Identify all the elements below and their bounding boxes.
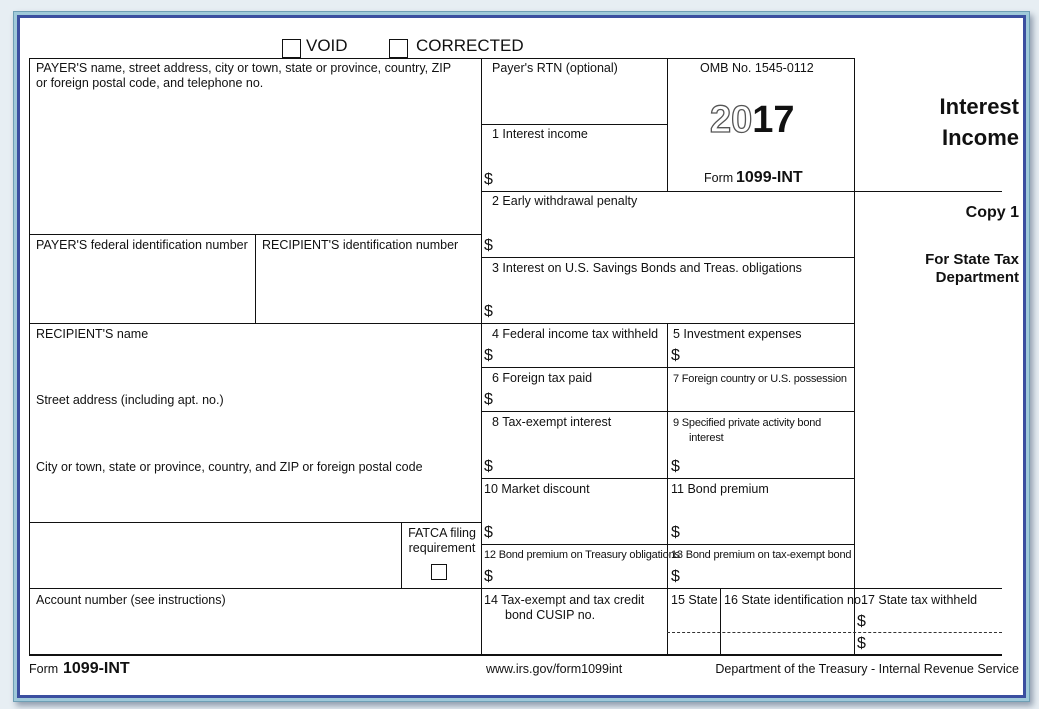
box16-label: 16 State identification no. (724, 593, 865, 607)
box13-dollar: $ (671, 568, 680, 585)
box4-dollar: $ (484, 347, 493, 364)
box2-bottom (481, 257, 854, 258)
footer-form-prefix: Form (29, 662, 59, 676)
title-income: Income (941, 125, 1019, 150)
dept-label-2: Department (935, 269, 1019, 286)
corrected-checkbox[interactable] (389, 39, 408, 58)
box11-label: 11 Bond premium (671, 482, 769, 496)
recipient-id-label: RECIPIENT'S identification number (262, 238, 459, 252)
id-column-divider (255, 234, 256, 323)
ids-divider (29, 323, 481, 324)
middle-right-border (854, 58, 855, 655)
box15-label: 15 State (671, 593, 718, 607)
city-label: City or town, state or province, country, and ZIP or foreign postal code (36, 460, 423, 474)
box8-label: 8 Tax-exempt interest (492, 415, 612, 429)
box10-dollar: $ (484, 524, 493, 541)
box9-label-2: interest (689, 432, 724, 444)
footer-url[interactable]: www.irs.gov/form1099int (486, 662, 623, 676)
form-top-border (29, 58, 854, 59)
box1-dollar: $ (484, 171, 493, 188)
box12-dollar: $ (484, 568, 493, 585)
void-checkbox[interactable] (282, 39, 301, 58)
box9-label: 9 Specified private activity bond (673, 417, 822, 429)
account-number-label: Account number (see instructions) (36, 593, 226, 607)
rtn-right-border (667, 58, 668, 191)
payer-fed-id-label: PAYER'S federal identification number (36, 238, 248, 252)
street-address-label: Street address (including apt. no.) (36, 393, 224, 407)
box9-dollar: $ (671, 458, 680, 475)
box14-label-2: bond CUSIP no. (505, 608, 596, 622)
void-label: VOID (306, 36, 348, 55)
omb-form-name: 1099-INT (736, 169, 803, 186)
box6-dollar: $ (484, 391, 493, 408)
omb-form-prefix: Form (704, 171, 734, 185)
fatca-checkbox[interactable] (431, 564, 447, 580)
state-dash-line (667, 632, 1002, 633)
form-left-border (29, 58, 30, 655)
box15-divider (720, 588, 721, 654)
box11-dollar: $ (671, 524, 680, 541)
box6-label: 6 Foreign tax paid (492, 371, 593, 385)
middle-left-border (481, 58, 482, 655)
box14-label: 14 Tax-exempt and tax credit (484, 593, 645, 607)
form-1099-int (17, 15, 1026, 698)
box1-label: 1 Interest income (492, 127, 588, 141)
box1-bottom (481, 191, 1002, 192)
copy-label: Copy 1 (965, 204, 1019, 221)
box12-label: 12 Bond premium on Treasury obligations (484, 549, 680, 561)
form-bottom-border (29, 654, 1002, 656)
dept-label: For State Tax (925, 251, 1019, 268)
title-interest: Interest (939, 94, 1019, 119)
box7-label: 7 Foreign country or U.S. possession (673, 373, 847, 385)
box8-dollar: $ (484, 458, 493, 475)
box3-dollar: $ (484, 303, 493, 320)
payer-name-label-2: or foreign postal code, and telephone no. (36, 76, 264, 90)
tax-year (710, 100, 795, 140)
recipient-divider (29, 522, 481, 523)
middle-split (667, 323, 668, 654)
box10-label: 10 Market discount (484, 482, 590, 496)
footer-agency: Department of the Treasury - Internal Revenue Service (715, 662, 1019, 676)
omb-number: OMB No. 1545-0112 (700, 61, 814, 75)
box3-label: 3 Interest on U.S. Savings Bonds and Treas. obligations (492, 261, 802, 275)
fatca-label-2: requirement (408, 541, 476, 555)
corrected-label: CORRECTED (416, 36, 524, 55)
recipient-name-label: RECIPIENT'S name (36, 327, 149, 341)
rtn-divider (481, 124, 667, 125)
fatca-label: FATCA filing (408, 526, 476, 540)
box13-label: 13 Bond premium on tax-exempt bond (671, 549, 852, 561)
account-divider (29, 588, 1002, 589)
tax-year-bold: 17 (752, 99, 795, 141)
fatca-divider (401, 522, 402, 588)
box17-label: 17 State tax withheld (861, 593, 978, 607)
box17-dollar-2: $ (857, 635, 866, 652)
payer-name-label: PAYER'S name, street address, city or town, state or province, country, ZIP (36, 61, 452, 75)
footer-form-name: 1099-INT (63, 660, 130, 677)
box2-label: 2 Early withdrawal penalty (492, 194, 638, 208)
payer-rtn-label: Payer's RTN (optional) (492, 61, 618, 75)
box5-dollar: $ (671, 347, 680, 364)
box4-label: 4 Federal income tax withheld (492, 327, 659, 341)
box5-label: 5 Investment expenses (673, 327, 802, 341)
box2-dollar: $ (484, 237, 493, 254)
box17-dollar-1: $ (857, 613, 866, 630)
tax-year-outline: 20 (710, 99, 753, 141)
